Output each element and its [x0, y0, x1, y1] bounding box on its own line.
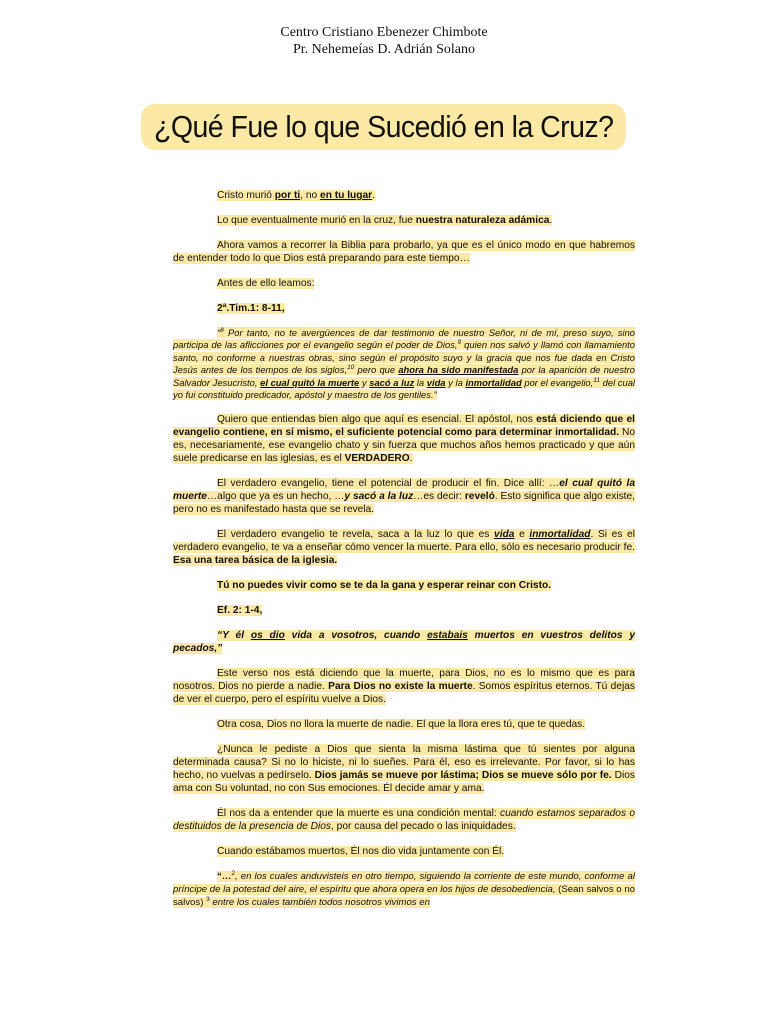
text-span: “ — [217, 327, 221, 338]
text-span: …es decir: — [413, 491, 465, 503]
text-span: Dios ama con Su voluntad, no con Sus emociones. Él decide amar y ama. — [173, 770, 635, 795]
text-span: , en los cuales anduvisteis en otro tiempo, siguiendo la corriente de este mundo, conforme al príncipe de la potestad del aire, el espíritu que ahora opera en los hijos de desobediencia, — [173, 871, 635, 896]
text-span: Este verso nos está diciendo que la muerte, para Dios, no es lo mismo que es para nosotros. Dios no pierde a nadie. — [173, 668, 635, 693]
paragraph-16 — [173, 807, 635, 833]
emphasis-span: Esa una tarea básica de la iglesia. — [173, 555, 338, 567]
reference-2-tim: 2ª.Tim.1: 8-11, — [217, 303, 285, 314]
text-span: El verdadero evangelio te revela, saca a la luz lo que es — [217, 529, 495, 541]
text-span: “Y él — [217, 630, 251, 642]
paragraph-10 — [173, 579, 635, 592]
text-span: . — [409, 453, 413, 465]
text-span: e — [514, 529, 530, 541]
emphasis-span: vida — [426, 376, 446, 388]
emphasis-span: el cual quitó la muerte — [260, 376, 360, 388]
emphasis-statement: Tú no puedes vivir como se te da la gana y esperar reinar con Cristo. — [217, 580, 552, 592]
verse-number: 3 — [206, 896, 210, 904]
scripture-reference-1 — [173, 302, 635, 315]
text-span: , por causa del pecado o las iniquidades. — [331, 821, 516, 833]
reference-ef: Ef. 2: 1-4, — [217, 605, 263, 617]
verse-number: 11 — [593, 376, 600, 384]
text-span: Quiero que entiendas bien algo que aquí es esencial. El apóstol, nos — [217, 414, 537, 426]
paragraph-14 — [173, 718, 635, 731]
text-span: pero que — [354, 364, 399, 376]
paragraph-7 — [173, 413, 635, 465]
emphasis-en-tu-lugar: en tu lugar — [320, 190, 373, 201]
emphasis-span: inmortalidad — [465, 376, 522, 388]
text-span: Por tanto, no te avergüences de dar testimonio de nuestro Señor, ni de mí, preso suyo, sino participa de las aflicciones por el evangelio según el poder de Dios, — [173, 327, 635, 351]
text-span: …algo que ya es un hecho, … — [206, 491, 345, 503]
text-span: Ahora vamos a recorrer la Biblia para probarlo, ya que es el único modo en que habremos de entender todo lo que Dios está preparando para este tiempo… — [173, 240, 635, 264]
emphasis-verdadero: VERDADERO — [344, 453, 410, 465]
text-span: . — [372, 190, 375, 201]
paragraph-3 — [173, 239, 635, 265]
emphasis-span: estabais — [427, 630, 468, 642]
emphasis-revelo: reveló — [464, 491, 495, 503]
document-title: ¿Qué Fue lo que Sucedió en la Cruz? — [141, 104, 626, 150]
paragraph-17 — [173, 845, 635, 858]
emphasis-por-ti: por ti — [274, 190, 301, 201]
text-span: , no — [300, 190, 321, 201]
text-span: El verdadero evangelio, tiene el potencial de producir el fin. Dice allí: … — [217, 478, 560, 490]
text-span: . — [549, 215, 553, 226]
text-span: vida a vosotros, cuando — [284, 630, 428, 642]
text-span: . Somos espíritus eternos. Tú dejas de ver el cuerpo, pero el espíritu vuelve a Dios. — [173, 681, 636, 706]
verse-number: 10 — [347, 364, 355, 372]
paragraph-8 — [173, 477, 635, 516]
emphasis-inmortalidad: inmortalidad — [529, 529, 591, 541]
text-span: muertos en vuestros delitos y pecados,” — [173, 630, 636, 655]
text-span: Otra cosa, Dios no llora la muerte de nadie. El que la llora eres tú, que te quedas. — [217, 719, 586, 731]
emphasis-span: Para Dios no existe la muerte — [328, 681, 473, 693]
emphasis-span: os dio — [250, 630, 285, 642]
emphasis-vida: vida — [494, 529, 515, 541]
paragraph-9 — [173, 528, 635, 567]
text-span: Cristo murió — [217, 190, 275, 201]
emphasis-span: y sacó a la luz — [344, 491, 414, 503]
emphasis-naturaleza: nuestra naturaleza adámica — [415, 215, 550, 226]
emphasis-span: sacó a luz — [369, 376, 415, 388]
text-span: . Si es el verdadero evangelio, te va a enseñar cómo vencer la muerte. Para ello, sólo es necesario producir fe. — [173, 529, 635, 554]
text-span: (Sean salvos o no salvos) — [173, 884, 635, 909]
text-span: por el evangelio, — [521, 376, 594, 388]
paragraph-15 — [173, 743, 635, 795]
text-span: y — [359, 376, 370, 388]
text-span: . Esto significa que algo existe, pero no es manifestado hasta que se revela. — [173, 491, 635, 516]
document-body — [173, 189, 635, 921]
paragraph-1 — [173, 189, 635, 202]
text-span: entre los cuales también todos nosotros vivimos en — [209, 897, 430, 909]
scripture-quote-1 — [173, 327, 635, 401]
scripture-reference-2 — [173, 604, 635, 617]
verse-number: 2 — [231, 870, 236, 878]
emphasis-span: ahora ha sido manifestada — [398, 364, 519, 376]
emphasis-span: Dios jamás se mueve por lástima; Dios se mueve sólo por fe. — [314, 770, 612, 782]
header-pastor-name: Pr. Nehemeías D. Adrián Solano — [293, 42, 475, 57]
text-span: Cuando estábamos muertos, Él nos dio vida juntamente con Él. — [217, 846, 505, 858]
text-span: Él nos da a entender que la muerte es una condición mental: — [217, 808, 500, 820]
scripture-quote-2 — [173, 629, 635, 655]
verse-number: 8 — [220, 326, 224, 334]
emphasis-span: cuando estamos separados o destituidos de la presencia de Dios — [173, 808, 635, 833]
text-span: Antes de ello leamos: — [217, 278, 315, 289]
text-span: quien nos salvó y llamó con llamamiento santo, no conforme a nuestras obras, sino según el propósito suyo y la gracia que nos fue dada en Cristo Jesús antes de los tiempos de los siglos, — [173, 339, 635, 376]
paragraph-4 — [173, 277, 635, 290]
paragraph-2 — [173, 214, 635, 227]
text-span: “… — [217, 871, 232, 883]
verse-number: 9 — [457, 339, 462, 347]
text-span: No es, necesariamente, ese evangelio chato y sin fuerza que muchos años hemos practicado y que aún suele predicarse en las iglesias, es el — [173, 427, 635, 465]
text-span: la — [414, 376, 427, 388]
title-container — [0, 104, 768, 150]
text-span: por la aparición de nuestro Salvador Jesucristo, — [173, 364, 635, 388]
text-span: del cual yo fui constituido predicador, apóstol y maestro de los gentiles.” — [173, 376, 636, 401]
emphasis-span: está diciendo que el evangelio contiene, en sí mismo, el suficiente potencial como para determinar inmortalidad. — [173, 414, 635, 439]
scripture-quote-3 — [173, 870, 635, 909]
text-span: ¿Nunca le pediste a Dios que sienta la misma lástima que tú sientes por alguna determinada causa? Si no lo hiciste, ni lo sueñes. Para él, eso es irrelevante. Por favor, si lo has hecho, no vuelvas a pedírselo. — [173, 744, 635, 782]
emphasis-span: el cual quitó la muerte — [173, 478, 635, 503]
page-header — [0, 24, 768, 58]
paragraph-13 — [173, 667, 635, 706]
text-span: Lo que eventualmente murió en la cruz, fue — [217, 215, 416, 226]
header-church-name: Centro Cristiano Ebenezer Chimbote — [280, 25, 488, 40]
text-span: y la — [445, 376, 466, 388]
